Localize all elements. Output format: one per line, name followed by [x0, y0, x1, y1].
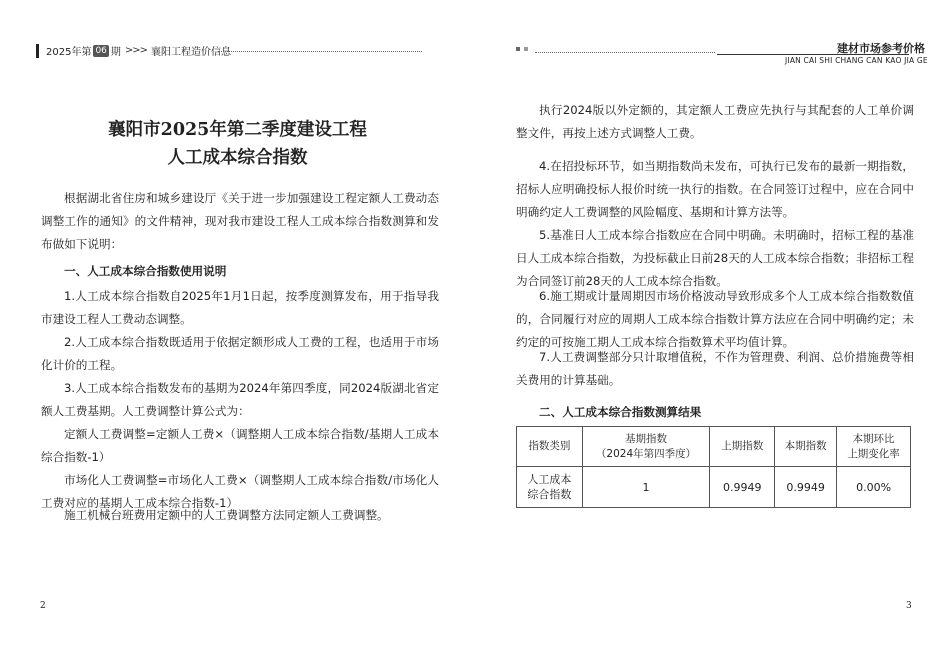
item-1: 1.人工成本综合指数自2025年1月1日起，按季度测算发布，用于指导我市建设工程人工费动态调整。: [41, 289, 439, 326]
publication-name: 襄阳工程造价信息: [151, 47, 232, 58]
formula-market: 市场化人工费调整=市场化人工费×（调整期人工成本综合指数/市场化人工费对应的基期人工成本综合指数-1）: [41, 473, 439, 510]
document-title-line-2: 人工成本综合指数: [167, 148, 308, 168]
table-header-row: [517, 427, 911, 467]
section-heading-2: 二、人工成本综合指数测算结果: [539, 405, 702, 419]
item-6: 6.施工期或计量周期因市场价格波动导致形成多个人工成本综合指数数值的，合同履行对应的周期人工成本综合指数计算方法应在合同中明确约定；未约定的可按施工期人工成本综合指数算术平均值计算。: [516, 289, 914, 349]
header-square-mark: [516, 47, 520, 51]
section-subtitle-pinyin: JIAN CAI SHI CHANG CAN KAO JIA GE: [785, 56, 928, 65]
item-5: 5.基准日人工成本综合指数应在合同中明确。未明确时，招标工程的基准日人工成本综合指数，为投标截止日前28天的人工成本综合指数；非招标工程为合同签订前28天的人工成本综合指数。: [516, 228, 914, 288]
header-base-line-1: 基期指数: [625, 432, 668, 445]
cell-category: [517, 467, 583, 508]
section-heading-1: 一、人工成本综合指数使用说明: [64, 264, 227, 278]
section-title: 建材市场参考价格: [837, 42, 925, 55]
header-rule: [717, 54, 909, 55]
page-number-right: 3: [906, 601, 912, 611]
cell-current-index: 0.9949: [775, 467, 837, 508]
page-number-left: 2: [40, 601, 46, 611]
header-previous-index: 上期指数: [710, 427, 775, 467]
header-dotted-rule: [535, 52, 715, 53]
item-3: 3.人工成本综合指数发布的基期为2024年第四季度，同2024版湖北省定额人工费基期。人工费调整计算公式为：: [41, 381, 439, 418]
header-current-index: 本期指数: [775, 427, 837, 467]
header-dotted-rule: [218, 51, 422, 52]
header-base-line-2: （2024年第四季度）: [595, 447, 697, 460]
cell-previous-index: 0.9949: [710, 467, 775, 508]
header-base-index: [582, 427, 710, 467]
item-2: 2.人工成本综合指数既适用于依据定额形成人工费的工程，也适用于市场化计价的工程。: [41, 335, 439, 372]
header-square-mark-2: [524, 47, 528, 51]
machine-note: 施工机械台班费用定额中的人工费调整方法同定额人工费调整。: [64, 508, 389, 522]
table-row: [517, 467, 911, 508]
header-category: 指数类别: [517, 427, 583, 467]
issue-header: [46, 43, 231, 58]
right-page: [475, 0, 950, 645]
issue-suffix: 期: [110, 47, 121, 58]
cell-base-index: 1: [582, 467, 710, 508]
header-change-rate: [837, 427, 911, 467]
header-bar-mark: [36, 44, 39, 58]
index-table: [516, 426, 911, 508]
cell-category-line-2: 综合指数: [527, 488, 572, 501]
chevrons-icon: >>>: [124, 45, 148, 56]
item-7: 7.人工费调整部分只计取增值税，不作为管理费、利润、总价措施费等相关费用的计算基础。: [516, 350, 914, 387]
issue-number: 06: [95, 45, 107, 56]
item-4: 4.在招投标环节，如当期指数尚未发布，可执行已发布的最新一期指数，招标人应明确投标人报价时统一执行的指数。在合同签订过程中，应在合同中明确约定人工费调整的风险幅度、基期和计算方法等。: [516, 159, 914, 219]
cell-category-line-1: 人工成本: [527, 473, 572, 486]
formula-quota: 定额人工费调整=定额人工费×（调整期人工成本综合指数/基期人工成本综合指数-1）: [41, 427, 439, 464]
cell-change-rate: 0.00%: [837, 467, 911, 508]
issue-year: 2025年第: [46, 47, 92, 58]
header-change-line-2: 上期变化率: [847, 447, 900, 460]
document-title-line-1: 襄阳市2025年第二季度建设工程: [108, 120, 367, 140]
header-change-line-1: 本期环比: [852, 432, 895, 445]
intro-paragraph: 根据湖北省住房和城乡建设厅《关于进一步加强建设工程定额人工费动态调整工作的通知》的文件精神，现对我市建设工程人工成本综合指数测算和发布做如下说明：: [41, 191, 439, 251]
item-3-continued: 执行2024版以外定额的，其定额人工费应先执行与其配套的人工单价调整文件，再按上述方式调整人工费。: [516, 103, 914, 140]
